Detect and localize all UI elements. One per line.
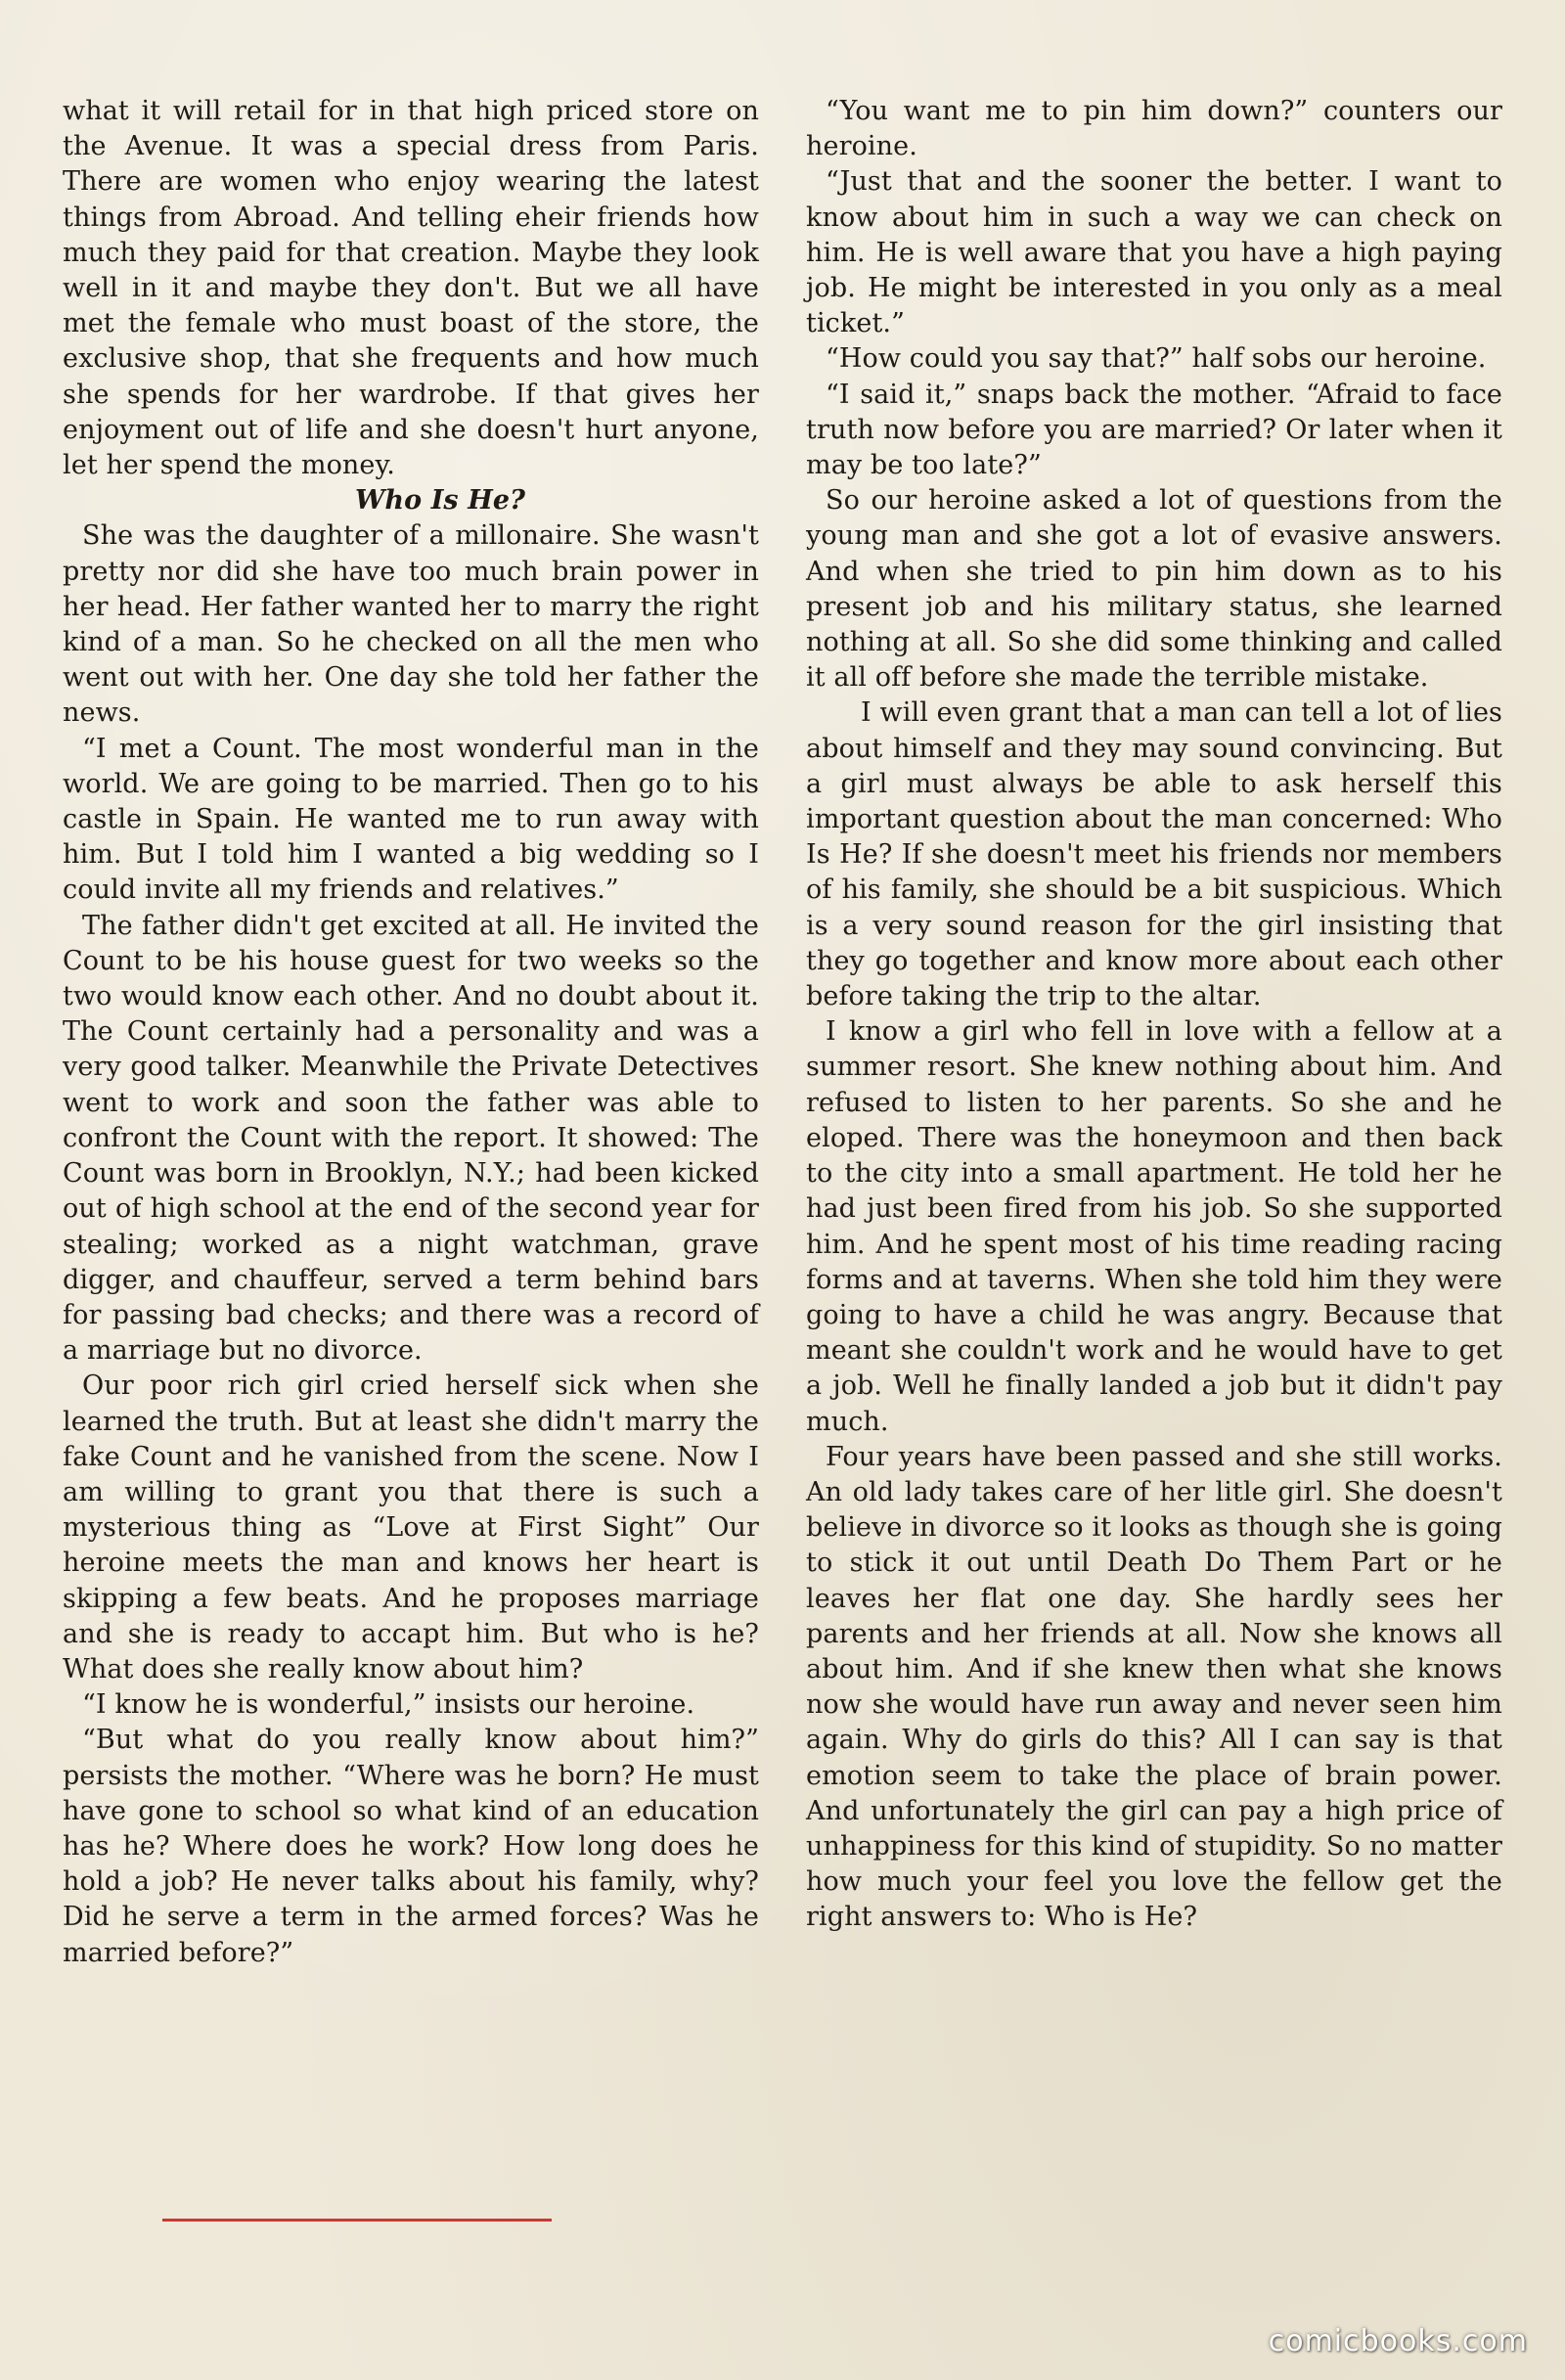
paragraph: “I said it,” snaps back the mother. “Afraid to face truth now before you are married? Or later when it may be too late?”	[806, 379, 1502, 481]
paragraph: “I know he is wonderful,” insists our heroine.	[82, 1689, 695, 1721]
paragraph: The father didn't get excited at all. He invited the Count to be his house guest for two weeks so the two would know each other. And no doubt about it. The Count certainly had a personality and was a very good talker. Meanwhile the Private Detectives went to work and soon the father was able to confront the Count with the report. It showed: The Count was born in Brooklyn, N.Y.; had been kicked out of high school at the end of the second year for stealing; worked as a night watchman, grave digger, and chauffeur, served a term behind bars for passing bad checks; and there was a record of a marriage but no divorce.	[63, 910, 759, 1367]
paragraph: “I met a Count. The most wonderful man in the world. We are going to be married. Then go to his castle in Spain. He wanted me to run away with him. But I told him I wanted a big wedding so I could invite all my friends and relatives.”	[63, 733, 759, 906]
section-heading: Who Is He?	[354, 485, 526, 516]
paragraph: Our poor rich girl cried herself sick when she learned the truth. But at least she didn't marry the fake Count and he vanished from the scene. Now I am willing to grant you that there is such a mysterious thing as “Love at First Sight” Our heroine meets the man and knows her heart is skipping a few beats. And he proposes marriage and she is ready to accapt him. But who is he? What does she really know about him?	[63, 1370, 759, 1684]
paragraph: Four years have been passed and she still works. An old lady takes care of her litle girl. She doesn't believe in divorce so it looks as though she is going to stick it out until Death Do Them Part or he leaves her flat one day. She hardly sees her parents and her friends at all. Now she knows all about him. And if she knew then what she knows now she would have run away and never seen him again. Why do girls do this? All I can say is that emotion seem to take the place of brain power. And unfortunately the girl can pay a high price of unhappiness for this kind of stupidity. So no matter how much your feel you love the fellow get the right answers to: Who is He?	[806, 1441, 1502, 1933]
paragraph: So our heroine asked a lot of questions from the young man and she got a lot of evasive answers. And when she tried to pin him down as to his present job and his military status, she learned nothing at all. So she did some thinking and called it all off before she made the terrible mistake.	[806, 485, 1502, 694]
paragraph: “You want me to pin him down?” counters our heroine.	[806, 96, 1502, 162]
paragraph: “But what do you really know about him?” persists the mother. “Where was he born? He must have gone to school so what kind of an education has he? Where does he work? How long does he hold a job? He never talks about his family, why? Did he serve a term in the armed forces? Was he married before?”	[63, 1725, 759, 1968]
article-left-column	[63, 94, 759, 1971]
paragraph: “How could you say that?” half sobs our heroine.	[826, 343, 1487, 375]
paragraph: I will even grant that a man can tell a lot of lies about himself and they may sound convincing. But a girl must always be able to ask herself this important question about the man concerned: Who Is He? If she doesn't meet his friends nor members of his family, she should be a bit suspicious. Which is a very sound reason for the girl insisting that they go together and know more about each other before taking the trip to the altar.	[806, 697, 1502, 1012]
footer-rule	[162, 2219, 552, 2222]
paragraph: “Just that and the sooner the better. I want to know about him in such a way we can check on him. He is well aware that you have a high paying job. He might be interested in you only as a meal ticket.”	[806, 166, 1502, 339]
site-watermark: comicbooks.com	[1268, 2324, 1528, 2358]
paragraph: I know a girl who fell in love with a fellow at a summer resort. She knew nothing about him. And refused to listen to her parents. So she and he eloped. There was the honeymoon and then back to the city into a small apartment. He told her he had just been fired from his job. So she supported him. And he spent most of his time reading racing forms and at taverns. When she told him they were going to have a child he was angry. Because that meant she couldn't work and he would have to get a job. Well he finally landed a job but it didn't pay much.	[806, 1016, 1502, 1437]
paragraph: what it will retail for in that high priced store on the Avenue. It was a special dress from Paris. There are women who enjoy wearing the latest things from Abroad. And telling eheir friends how much they paid for that creation. Maybe they look well in it and maybe they don't. But we all have met the female who must boast of the store, the exclusive shop, that she frequents and how much she spends for her wardrobe. If that gives her enjoyment out of life and she doesn't hurt anyone, let her spend the money.	[63, 96, 759, 481]
article-right-column	[806, 94, 1502, 1936]
paragraph: She was the daughter of a millonaire. She wasn't pretty nor did she have too much brain power in her head. Her father wanted her to marry the right kind of a man. So he checked on all the men who went out with her. One day she told her father the news.	[63, 520, 759, 729]
